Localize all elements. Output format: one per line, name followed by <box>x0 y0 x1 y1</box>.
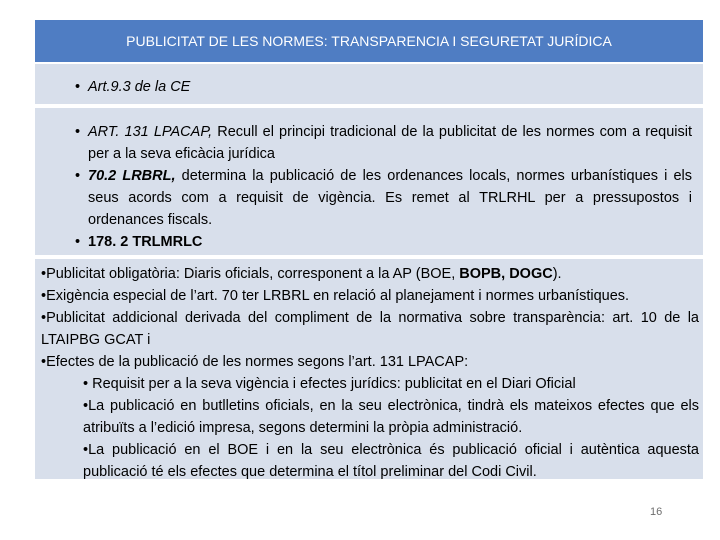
paragraph: •Exigència especial de l’art. 70 ter LRBRL en relació al planejament i normes urbanístiques. <box>41 288 630 304</box>
list-item-text: Art.9.3 de la CE <box>88 79 191 95</box>
list-item-text: determina la publicació de les ordenances locals, normes urbanístiques i els seus acords com a requisit de vigència. Es remet al TRLRHL per a pressupostos i ordenances fiscals. <box>88 168 692 228</box>
paragraph <box>41 263 699 285</box>
slide-title: PUBLICITAT DE LES NORMES: TRANSPARENCIA I SEGURETAT JURÍDICA <box>126 33 612 49</box>
paragraph: •Publicitat addicional derivada del compliment de la normativa sobre transparència: art. 10 de la LTAIPBG GCAT i <box>41 310 699 348</box>
bullet-icon: • <box>75 168 81 184</box>
list-item-text: Recull el principi tradicional de la publicitat de les normes com a requisit per a la seva eficàcia jurídica <box>88 124 692 162</box>
paragraph-text: •Publicitat obligatòria: Diaris oficials, corresponent a la AP (BOE, <box>41 266 460 282</box>
publication-details-text <box>35 259 703 483</box>
bold-text: BOPB, DOGC <box>459 266 553 282</box>
slide-title-bar <box>35 20 703 62</box>
legal-references-box <box>35 108 703 257</box>
constitution-list <box>35 64 703 98</box>
bullet-icon: • <box>75 234 81 250</box>
list-item <box>35 121 703 165</box>
constitution-reference-box <box>35 64 703 106</box>
paragraph-text: ). <box>552 266 562 282</box>
sub-paragraph: • Requisit per a la seva vigència i efectes jurídics: publicitat en el Diari Oficial <box>83 376 576 392</box>
page-number: 16 <box>650 506 663 518</box>
list-item <box>35 165 703 231</box>
law-reference: 70.2 LRBRL, <box>88 168 176 184</box>
paragraph: •Efectes de la publicació de les normes segons l’art. 131 LPACAP: <box>41 354 469 370</box>
law-reference: ART. 131 LPACAP, <box>88 124 213 140</box>
publication-details-box <box>35 259 703 481</box>
bullet-icon: • <box>75 79 81 95</box>
bullet-icon: • <box>75 124 81 140</box>
legal-references-list <box>35 108 703 253</box>
list-item <box>35 231 703 253</box>
sub-paragraph: •La publicació en butlletins oficials, en la seu electrònica, tindrà els mateixos efectes que els atribuïts a l’edició impresa, segons determini la pròpia administració. <box>83 398 699 436</box>
sub-paragraph: •La publicació en el BOE i en la seu electrònica és publicació oficial i autèntica aquesta publicació té els efectes que determina el títol preliminar del Codi Civil. <box>83 442 699 480</box>
law-reference: 178. 2 TRLMRLC <box>88 234 203 250</box>
list-item <box>35 76 703 98</box>
